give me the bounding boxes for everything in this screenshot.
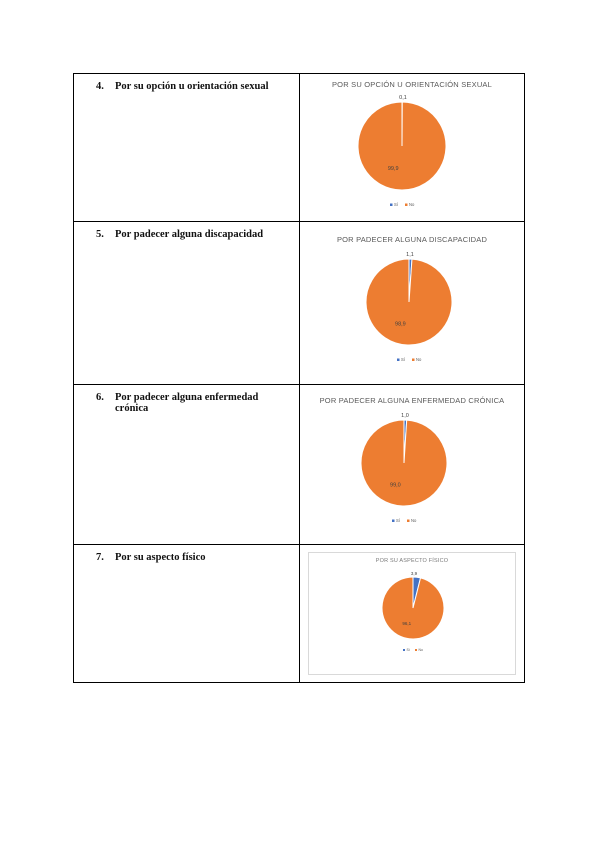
question-cell: [74, 222, 300, 384]
chart-cell: [300, 385, 524, 544]
legend-label: No: [411, 518, 417, 523]
question-cell: [74, 74, 300, 221]
pie-slice-no: [361, 420, 447, 506]
data-label-si: 0,1: [399, 95, 407, 101]
table-row: [74, 221, 524, 384]
chart-legend: [390, 202, 415, 207]
legend-marker: [403, 649, 405, 651]
chart-cell: [300, 74, 524, 221]
legend-marker: [407, 520, 410, 523]
pie-chart: [314, 393, 510, 538]
pie-svg: [314, 232, 510, 377]
question-label: Por padecer alguna discapacidad: [115, 229, 264, 240]
legend-marker: [397, 359, 400, 362]
question-text: [96, 229, 291, 240]
question-label: Por su opción u orientación sexual: [115, 81, 269, 92]
table-row: [74, 74, 524, 221]
question-cell: [74, 545, 300, 682]
pie-slice-no: [358, 102, 446, 190]
pie-slice-no: [366, 259, 452, 345]
chart-title: POR PADECER ALGUNA ENFERMEDAD CRÓNICA: [319, 396, 505, 405]
legend-marker: [415, 649, 417, 651]
legend-label: Sí: [401, 357, 405, 362]
question-number: 6.: [96, 392, 104, 403]
chart-cell: [300, 545, 524, 682]
pie-slice-no: [382, 577, 444, 639]
legend-marker: [390, 204, 393, 207]
legend-marker: [405, 204, 408, 207]
table-row: [74, 544, 524, 682]
chart-legend: [392, 518, 417, 523]
question-text: [96, 81, 291, 92]
chart-legend: [403, 648, 423, 652]
legend-label: Sí: [406, 648, 410, 652]
data-label-si: 1,1: [406, 252, 414, 258]
pie-svg: [309, 553, 515, 674]
question-text: [96, 392, 291, 414]
chart-legend: [397, 357, 422, 362]
question-label: Por su aspecto físico: [115, 552, 206, 563]
pie-svg: [314, 80, 510, 214]
data-label-no: 96,1: [402, 621, 412, 627]
question-label: Por padecer alguna enfermedad crónica: [115, 392, 259, 414]
data-label-si: 3,9: [410, 571, 418, 576]
pie-chart: [314, 80, 510, 214]
question-number: 7.: [96, 552, 104, 563]
pie-chart: [314, 232, 510, 377]
chart-title: POR PADECER ALGUNA DISCAPACIDAD: [336, 235, 488, 244]
question-number: 4.: [96, 81, 104, 92]
legend-marker: [412, 359, 415, 362]
questions-table: [73, 73, 525, 683]
question-text: [96, 552, 291, 563]
pie-svg: [314, 393, 510, 538]
legend-label: Sí: [394, 202, 398, 207]
data-label-no: 99,9: [387, 166, 399, 173]
data-label-si: 1,0: [401, 413, 409, 419]
legend-label: No: [418, 648, 423, 652]
chart-title: POR SU OPCIÓN U ORIENTACIÓN SEXUAL: [331, 80, 493, 89]
question-cell: [74, 385, 300, 544]
legend-label: No: [409, 202, 415, 207]
chart-cell: [300, 222, 524, 384]
data-label-no: 98,9: [395, 321, 406, 328]
table-row: [74, 384, 524, 544]
chart-title: POR SU ASPECTO FÍSICO: [375, 558, 449, 564]
data-label-no: 99,0: [390, 482, 401, 489]
legend-label: No: [416, 357, 422, 362]
pie-chart: [308, 552, 516, 675]
legend-marker: [392, 520, 395, 523]
question-number: 5.: [96, 229, 104, 240]
legend-label: Sí: [396, 518, 400, 523]
